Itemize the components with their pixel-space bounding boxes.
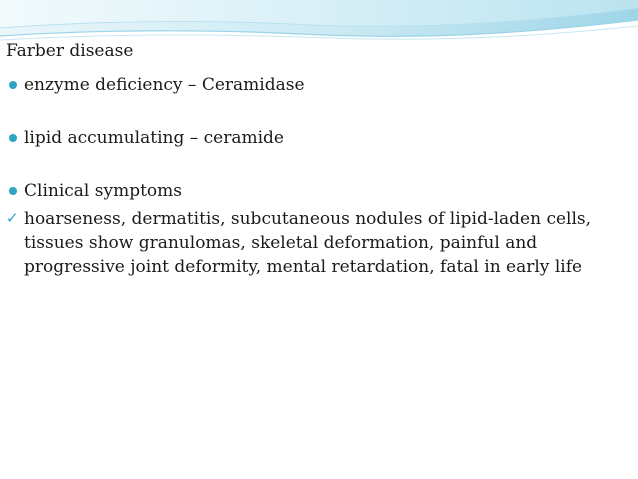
slide-content [6,40,632,279]
bullet-text: enzyme deficiency – Ceramidase [24,75,305,95]
bullet-text: Clinical symptoms [24,181,183,201]
slide-title: Farber disease [6,41,134,61]
bullet-item [6,74,632,96]
bullet-item [6,180,632,202]
round-bullet-icon [9,81,17,89]
check-item [6,207,632,279]
round-bullet-icon [9,134,17,142]
round-bullet-icon [9,187,17,195]
bullet-item [6,127,632,149]
check-item-text: hoarseness, dermatitis, subcutaneous nodules of lipid-laden cells, tissues show granulomas, skeletal deformation, painful and progressive joint deformity, mental retardation, fatal in early life [24,209,592,277]
bullet-text: lipid accumulating – ceramide [24,128,284,148]
check-mark-icon: ✓ [6,209,19,227]
